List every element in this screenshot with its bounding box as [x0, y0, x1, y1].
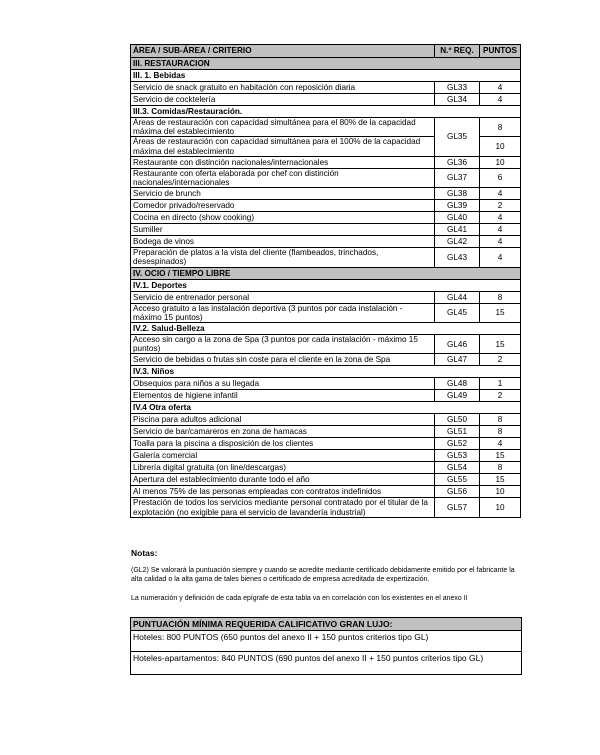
criterion-label: Apertura del establecimiento durante todo el año	[131, 474, 435, 486]
points-value: 1	[480, 378, 521, 390]
subsection-row	[131, 402, 521, 414]
requirement-code: GL37	[435, 168, 480, 187]
points-value: 10	[480, 156, 521, 168]
section-row	[131, 267, 521, 279]
requirement-code: GL36	[435, 156, 480, 168]
minimum-score-title: PUNTUACIÓN MÍNIMA REQUERIDA CALIFICATIVO GRAN LUJO:	[131, 618, 521, 631]
points-value: 8	[480, 291, 521, 303]
requirement-code: GL40	[435, 212, 480, 224]
requirement-code: GL55	[435, 474, 480, 486]
requirement-code: GL39	[435, 200, 480, 212]
points-value: 15	[480, 303, 521, 322]
points-value: 4	[480, 188, 521, 200]
points-value: 10	[480, 498, 521, 517]
subsection-label: III. 1. Bebidas	[131, 70, 521, 82]
subsection-row	[131, 366, 521, 378]
table-row	[131, 450, 521, 462]
requirement-code: GL46	[435, 335, 480, 354]
points-value: 4	[480, 236, 521, 248]
points-value: 4	[480, 224, 521, 236]
points-value: 8	[480, 462, 521, 474]
subsection-label: IV.3. Niños	[131, 366, 521, 378]
subsection-row	[131, 323, 521, 335]
criterion-label: Preparación de platos a la vista del cliente (flambeados, trinchados, desespinados)	[131, 248, 435, 267]
table-row	[131, 474, 521, 486]
requirement-code: GL48	[435, 378, 480, 390]
table-row	[131, 303, 521, 322]
criterion-label: Áreas de restauración con capacidad simultánea para el 100% de la capacidad máxima del establecimiento	[131, 137, 435, 156]
points-value: 2	[480, 200, 521, 212]
section-row	[131, 58, 521, 70]
requirement-code: GL54	[435, 462, 480, 474]
requirement-code: GL47	[435, 354, 480, 366]
requirement-code: GL53	[435, 450, 480, 462]
header-points: PUNTOS	[480, 45, 521, 58]
requirement-code: GL43	[435, 248, 480, 267]
criterion-label: Comedor privado/reservado	[131, 200, 435, 212]
criterion-label: Servicio de bar/camareros en zona de hamacas	[131, 426, 435, 438]
points-value: 2	[480, 390, 521, 402]
points-value: 4	[480, 212, 521, 224]
criterion-label: Galería comercial	[131, 450, 435, 462]
requirement-code: GL33	[435, 82, 480, 94]
note-numbering: La numeración y definición de cada epígrafe de esta tabla va en correlación con los existentes en el anexo II	[131, 595, 468, 602]
subsection-label: IV.2. Salud-Belleza	[131, 323, 521, 335]
criterion-label: Cocina en directo (show cooking)	[131, 212, 435, 224]
table-row	[131, 188, 521, 200]
points-value: 10	[480, 486, 521, 498]
subsection-label: IV.1. Deportes	[131, 279, 521, 291]
criterion-label: Al menos 75% de las personas empleadas con contratos indefinidos	[131, 486, 435, 498]
requirement-code: GL41	[435, 224, 480, 236]
criterion-label: Servicio de bebidas o frutas sin coste para el cliente en la zona de Spa	[131, 354, 435, 366]
points-value: 10	[480, 137, 521, 156]
criteria-table	[130, 44, 521, 518]
points-value: 8	[480, 426, 521, 438]
minimum-score-box	[130, 617, 522, 675]
criterion-label: Servicio de snack gratuito en habitación con reposición diaria	[131, 82, 435, 94]
table-row	[131, 354, 521, 366]
points-value: 6	[480, 168, 521, 187]
requirement-code: GL45	[435, 303, 480, 322]
table-row	[131, 378, 521, 390]
table-row	[131, 438, 521, 450]
table-row	[131, 486, 521, 498]
table-row	[131, 390, 521, 402]
points-value: 4	[480, 94, 521, 106]
requirement-code: GL34	[435, 94, 480, 106]
requirement-code: GL51	[435, 426, 480, 438]
table-row	[131, 498, 521, 517]
points-value: 15	[480, 335, 521, 354]
points-value: 15	[480, 450, 521, 462]
criterion-label: Áreas de restauración con capacidad simultánea para el 80% de la capacidad máxima del establecimiento	[131, 118, 435, 137]
table-row	[131, 94, 521, 106]
requirement-code: GL49	[435, 390, 480, 402]
note-gl2: (GL2) Se valorará la puntuación siempre y cuando se acredite mediante certificado debidamente emitido por el fabricante la alta calidad o la alta gama de tales bienes o certificado de empresa acreditada de expertización.	[131, 567, 515, 583]
requirement-code: GL52	[435, 438, 480, 450]
criterion-label: Restaurante con distinción nacionales/internacionales	[131, 156, 435, 168]
table-row	[131, 200, 521, 212]
subsection-label: III.3. Comidas/Restauración.	[131, 106, 521, 118]
table-row	[131, 156, 521, 168]
criterion-label: Servicio de brunch	[131, 188, 435, 200]
requirement-code: GL38	[435, 188, 480, 200]
criterion-label: Acceso gratuito a las instalación deportiva (3 puntos por cada instalación - máximo 15 puntos)	[131, 303, 435, 322]
header-req: N.º REQ.	[435, 45, 480, 58]
criterion-label: Librería digital gratuita (on line/descargas)	[131, 462, 435, 474]
points-value: 15	[480, 474, 521, 486]
criterion-label: Prestación de todos los servicios mediante personal contratado por el titular de la explotación (no exigible para el servicio de lavandería industrial)	[131, 498, 435, 517]
points-value: 4	[480, 82, 521, 94]
requirement-code: GL35	[435, 118, 480, 157]
table-body	[131, 58, 521, 518]
minimum-score-hotels: Hoteles: 800 PUNTOS (650 puntos del anexo II + 150 puntos criterios tipo GL)	[131, 631, 521, 652]
notes-title: Notas:	[131, 548, 158, 558]
criterion-label: Acceso sin cargo a la zona de Spa (3 puntos por cada instalación - máximo 15 puntos)	[131, 335, 435, 354]
table-row	[131, 426, 521, 438]
requirement-code: GL44	[435, 291, 480, 303]
minimum-score-apartments: Hoteles-apartamentos: 840 PUNTOS (690 puntos del anexo II + 150 puntos criterios tipo GL)	[133, 653, 484, 663]
table-row	[131, 248, 521, 267]
table-header-row	[131, 45, 521, 58]
table-row	[131, 291, 521, 303]
criterion-label: Obsequios para niños a su llegada	[131, 378, 435, 390]
section-label: III. RESTAURACION	[131, 58, 521, 70]
criterion-label: Restaurante con oferta elaborada por chef con distinción nacionales/internacionales	[131, 168, 435, 187]
table-row	[131, 335, 521, 354]
criterion-label: Servicio de cocktelería	[131, 94, 435, 106]
table-row	[131, 414, 521, 426]
points-value: 8	[480, 118, 521, 137]
criterion-label: Elementos de higiene infantil	[131, 390, 435, 402]
points-value: 4	[480, 438, 521, 450]
points-value: 4	[480, 248, 521, 267]
table-row	[131, 212, 521, 224]
requirement-code: GL57	[435, 498, 480, 517]
requirement-code: GL50	[435, 414, 480, 426]
subsection-label: IV.4 Otra oferta	[131, 402, 521, 414]
criterion-label: Servicio de entrenador personal	[131, 291, 435, 303]
criterion-label: Sumiller	[131, 224, 435, 236]
table-row	[131, 168, 521, 187]
points-value: 8	[480, 414, 521, 426]
table-row	[131, 236, 521, 248]
requirement-code: GL56	[435, 486, 480, 498]
subsection-row	[131, 106, 521, 118]
section-label: IV. OCIO / TIEMPO LIBRE	[131, 267, 521, 279]
header-area: ÁREA / SUB-ÁREA / CRITERIO	[131, 45, 435, 58]
points-value: 2	[480, 354, 521, 366]
subsection-row	[131, 279, 521, 291]
criterion-label: Piscina para adultos adicional	[131, 414, 435, 426]
criterion-label: Toalla para la piscina a disposición de los clientes	[131, 438, 435, 450]
table-row	[131, 118, 521, 137]
table-row	[131, 224, 521, 236]
requirement-code: GL42	[435, 236, 480, 248]
subsection-row	[131, 70, 521, 82]
table-row	[131, 82, 521, 94]
table-row	[131, 462, 521, 474]
criterion-label: Bodega de vinos	[131, 236, 435, 248]
